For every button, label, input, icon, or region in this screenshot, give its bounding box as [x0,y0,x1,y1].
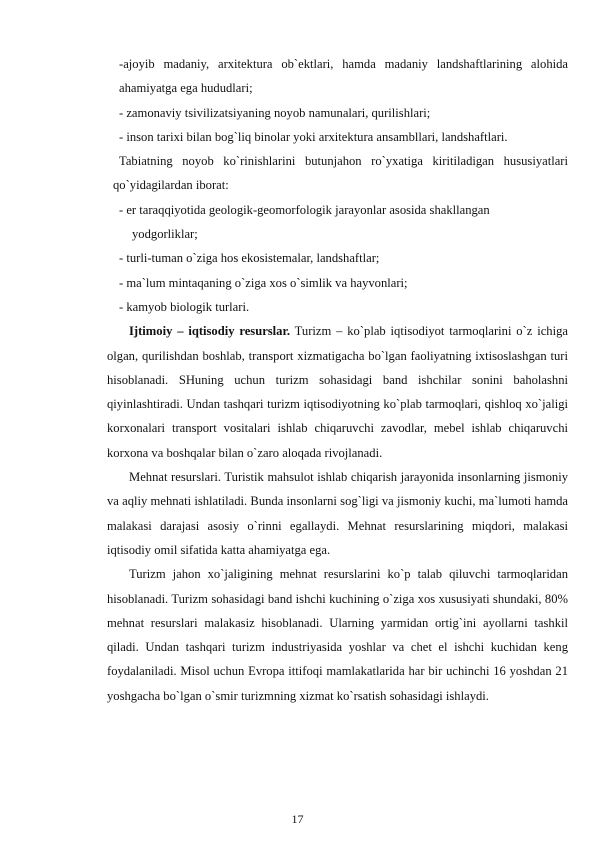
paragraph-nature-features: Tabiatning noyob ko`rinishlarini butunjahon ro`yxatiga kiritiladigan hususiyatlari qo`yidagilardan iborat: [113,154,568,193]
paragraph-human-history: - inson tarixi bilan bog`liq binolar yoki arxitektura ansambllari, landshaftlari. [119,129,508,144]
paragraph-geologic-line1: - er taraqqiyotida geologik-geomorfologik jarayonlar asosida shakllangan [119,202,490,217]
paragraph-rare-species: - kamyob biologik turlari. [119,299,250,314]
paragraph-ecosystems: - turli-tuman o`ziga hos ekosistemalar, landshaftlar; [119,251,380,266]
paragraph-modern-civilization: - zamonaviy tsivilizatsiyaning noyob namunalari, qurilishlari; [119,105,431,120]
paragraph-flora-fauna: - ma`lum mintaqaning o`ziga xos o`simlik va hayvonlari; [119,275,408,290]
paragraph-tourism-labor: Turizm jahon xo`jaligining mehnat resurslarini ko`p talab qiluvchi tarmoqlaridan hisoblanadi. Turizm sohasidagi band ishchi kuchining o`ziga xos xususiyati shundaki, 80% mehnat resurslari malakasiz hisoblanadi. Ularning yarmidan ortig`ini ayollarni tashkil qiladi. Undan tashqari turizm industriyasida yoshlar va chet el ishchi kuchidan keng foydalaniladi. Misol uchun Evropa ittifoqi mamlakatlarida har bir uchinchi 16 yoshdan 21 yoshgacha bo`lgan o`smir turizmning xizmat ko`rsatish sohasidagi ishlaydi. [107,567,568,703]
document-body [107,52,568,708]
paragraph-labor-resources: Mehnat resurslari. Turistik mahsulot ishlab chiqarish jarayonida insonlarning jismoniy va aqliy mehnati ishlatiladi. Bunda insonlarni sog`ligi va jismoniy kuchi, ma`lumoti hamda malakasi darajasi asosiy o`rinni egallaydi. Mehnat resurslarining miqdori, malakasi iqtisodiy omil sifatida katta ahamiyatga ega. [107,470,568,557]
text-socio-economic: Turizm – ko`plab iqtisodiyot tarmoqlarini o`z ichiga olgan, qurilishdan boshlab, transport xizmatigacha bo`lgan faoliyatning ixtisoslashgan turi hisoblanadi. SHuning uchun turizm sohasidagi band ishchilar sonini baholashni qiyinlashtiradi. Undan tashqari turizm iqtisodiyotning ko`plab tarmoqlari, qishloq xo`jaligi korxonalari transport vositalari ishlab chiqaruvchi zavodlar, mebel ishlab chiqaruvchi korxona va boshqalar bilan o`zaro aloqada rivojlanadi. [107,324,568,460]
paragraph-geologic-line2: yodgorliklar; [132,227,198,242]
heading-socio-economic: Ijtimoiy – iqtisodiy resurslar. [129,324,291,339]
paragraph-geologic-monuments [113,198,568,247]
paragraph-socio-economic-resources [107,319,568,465]
page-number: 17 [291,812,304,826]
paragraph-cultural-objects: -ajoyib madaniy, arxitektura ob`ektlari, hamda madaniy landshaftlarining alohida ahamiyatga ega hududlari; [119,57,568,96]
